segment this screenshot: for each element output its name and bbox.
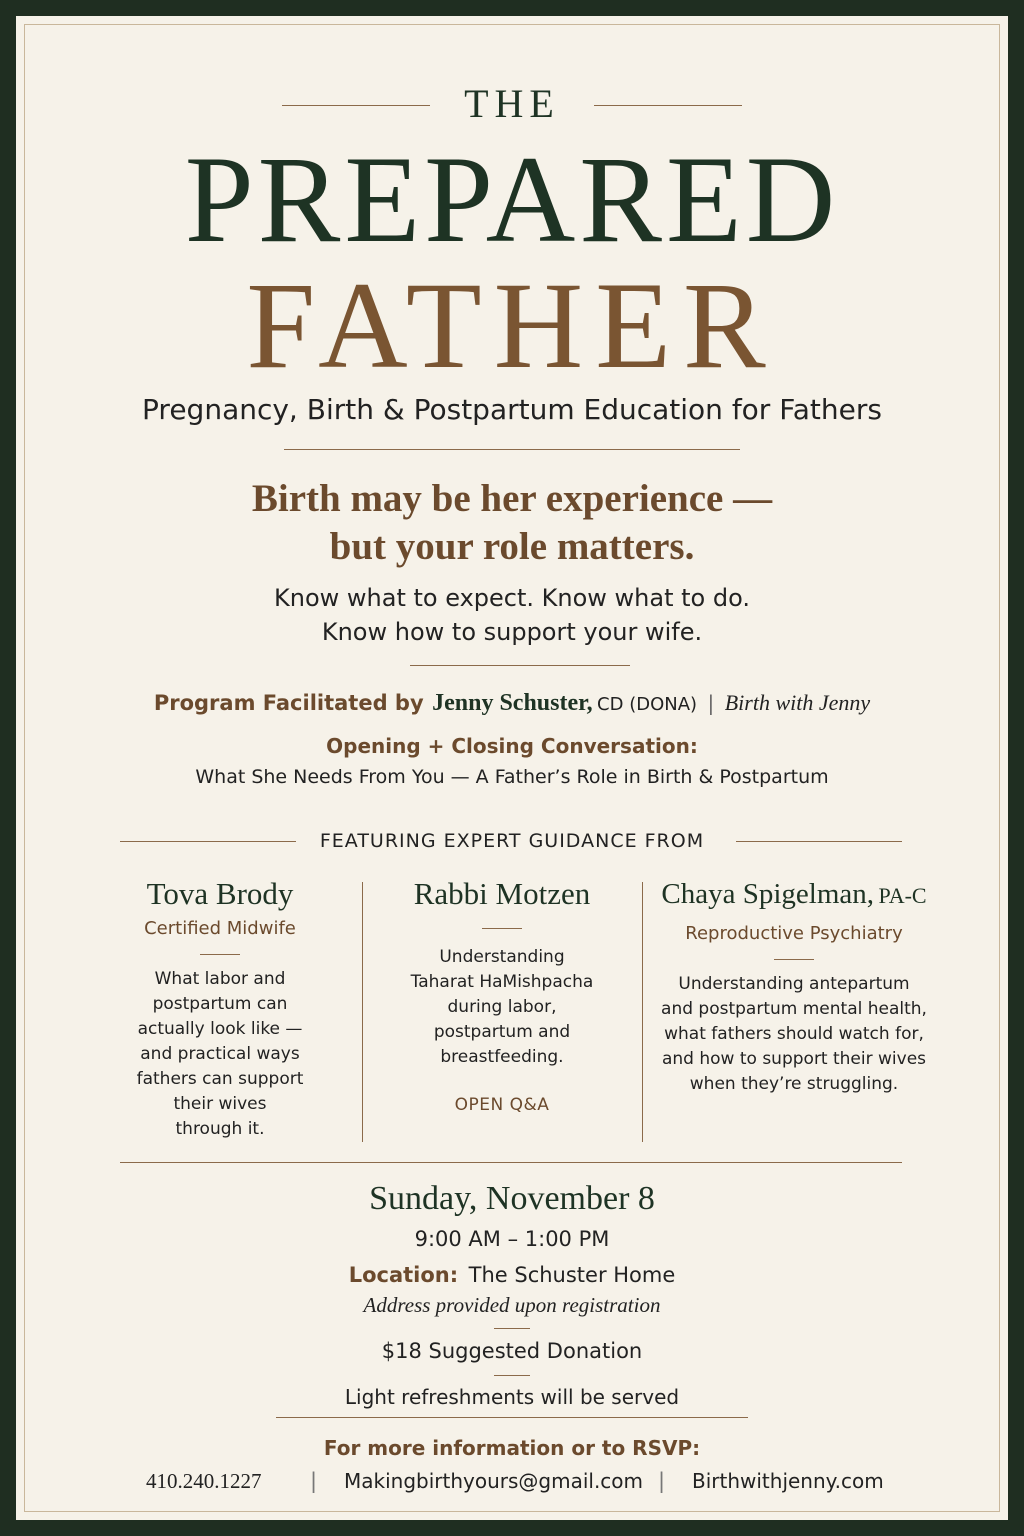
title-prepared: PREPARED <box>184 131 840 268</box>
address-note: Address provided upon registration <box>363 1293 661 1317</box>
facilitator-brand: Birth with Jenny <box>724 690 871 715</box>
description-line: Understanding <box>439 947 565 967</box>
donation-rule <box>494 1375 530 1376</box>
donation: $18 Suggested Donation <box>381 1339 643 1363</box>
description-line: their wives <box>173 1094 267 1114</box>
location-label: Location: <box>348 1263 459 1287</box>
poster <box>16 16 1008 1520</box>
event-location <box>16 1260 1008 1293</box>
description-line: Taharat HaMishpacha <box>410 972 594 992</box>
description-line: during labor, <box>447 997 557 1017</box>
description-line: postpartum and <box>433 1022 571 1042</box>
tagline-sub2: Know how to support your wife. <box>321 618 703 646</box>
description-line: What labor and <box>154 969 286 989</box>
expert-card-2 <box>382 874 622 1118</box>
description-line: fathers can support <box>136 1069 304 1089</box>
expert-role: Reproductive Psychiatry <box>685 923 903 944</box>
expert-name: Tova Brody <box>146 876 294 911</box>
facilitator-name: Jenny Schuster, <box>432 690 593 716</box>
description-line: when they’re struggling. <box>689 1074 899 1094</box>
event-date: Sunday, November 8 <box>369 1180 655 1217</box>
tagline-rule <box>410 665 630 666</box>
expert-name: Chaya Spigelman, <box>661 878 875 910</box>
facilitator-label: Program Facilitated by <box>153 691 424 715</box>
description-line: what fathers should watch for, <box>664 1024 924 1044</box>
description-line: postpartum can <box>152 994 288 1014</box>
event-time: 9:00 AM – 1:00 PM <box>414 1227 610 1251</box>
contact-separator-1: | <box>310 1469 318 1493</box>
event-bottom-rule <box>276 1417 748 1418</box>
subtitle: Pregnancy, Birth & Postpartum Education for Fathers <box>142 393 882 426</box>
contact-phone[interactable]: 410.240.1227 <box>146 1469 262 1493</box>
facilitator-separator: | <box>707 691 715 715</box>
subtitle-rule <box>284 449 740 450</box>
expert-description <box>656 972 932 1097</box>
conversation-text: What She Needs From You — A Father’s Role in Birth & Postpartum <box>195 766 829 788</box>
description-line: through it. <box>175 1119 265 1139</box>
contact-heading: For more information or to RSVP: <box>323 1436 701 1460</box>
refreshments: Light refreshments will be served <box>344 1385 680 1409</box>
experts-bottom-rule <box>120 1162 902 1163</box>
description-line: and how to support their wives <box>661 1049 927 1069</box>
description-line: breastfeeding. <box>440 1047 564 1067</box>
location-value: The Schuster Home <box>468 1263 676 1287</box>
tagline-sub1: Know what to expect. Know what to do. <box>274 584 750 612</box>
contact-email[interactable]: Makingbirthyours@gmail.com <box>344 1469 644 1493</box>
expert-rule <box>200 954 240 955</box>
expert-name: Rabbi Motzen <box>413 876 591 911</box>
expert-rule <box>774 959 814 960</box>
description-line: Understanding antepartum <box>678 974 910 994</box>
expert-name-line <box>656 874 932 919</box>
featuring-heading: FEATURING EXPERT GUIDANCE FROM <box>319 830 705 852</box>
description-line: actually look like — <box>137 1019 303 1039</box>
expert-role: Certified Midwife <box>144 918 296 939</box>
contact-separator-2: | <box>658 1469 666 1493</box>
title-father: FATHER <box>246 257 778 394</box>
tagline-line2: but your role matters. <box>329 525 695 568</box>
expert-card-3 <box>656 874 932 1097</box>
title-the: THE <box>464 81 560 126</box>
facilitator-credential: CD (DONA) <box>597 694 698 715</box>
contact-website[interactable]: Birthwithjenny.com <box>692 1469 884 1493</box>
column-divider-2 <box>642 882 643 1142</box>
facilitator-line <box>16 686 1008 723</box>
address-rule <box>494 1328 530 1329</box>
expert-credential: PA-C <box>878 883 927 908</box>
open-qa-label: OPEN Q&A <box>454 1095 550 1115</box>
expert-rule <box>482 928 522 929</box>
expert-description <box>110 967 330 1142</box>
expert-card-1 <box>110 874 330 1142</box>
tagline-line1: Birth may be her experience — <box>251 477 773 520</box>
conversation-label: Opening + Closing Conversation: <box>326 734 698 758</box>
description-line: and postpartum mental health, <box>661 999 927 1019</box>
expert-description <box>382 945 622 1070</box>
column-divider-1 <box>362 882 363 1142</box>
description-line: and practical ways <box>140 1044 300 1064</box>
